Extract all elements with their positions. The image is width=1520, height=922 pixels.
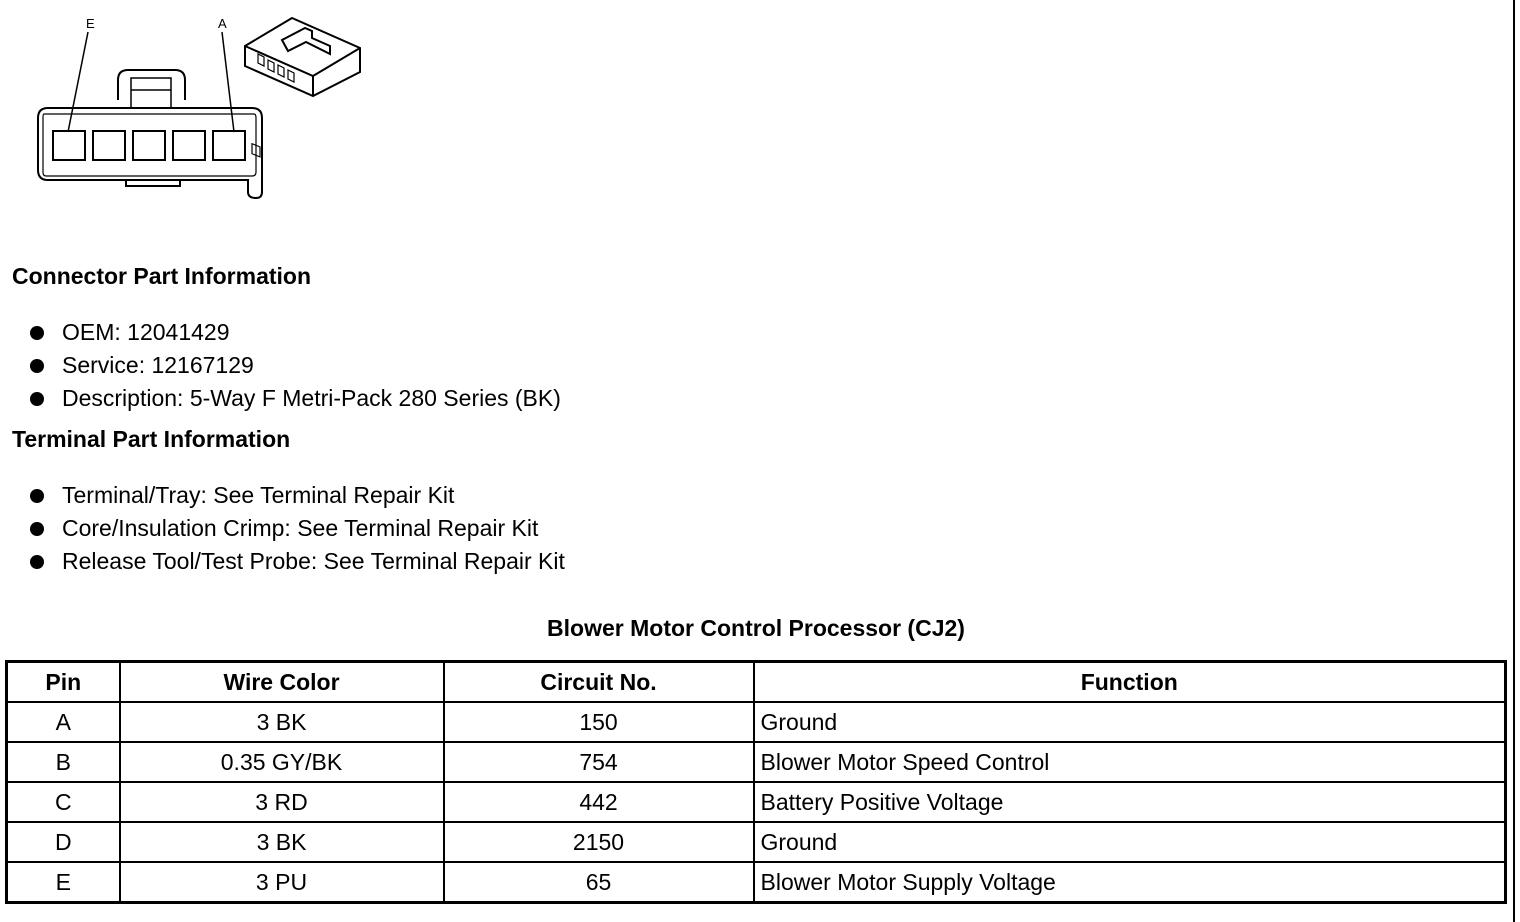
bullet-icon bbox=[30, 392, 44, 406]
cell-circuit-no: 754 bbox=[444, 742, 754, 782]
list-item: Description: 5-Way F Metri-Pack 280 Series (BK) bbox=[28, 382, 561, 415]
header-function: Function bbox=[754, 662, 1506, 703]
bullet-icon bbox=[30, 522, 44, 536]
connector-part-info-list bbox=[28, 316, 561, 415]
cell-circuit-no: 150 bbox=[444, 702, 754, 742]
page-right-border bbox=[1513, 0, 1515, 922]
cell-circuit-no: 2150 bbox=[444, 822, 754, 862]
list-item: Release Tool/Test Probe: See Terminal Repair Kit bbox=[28, 545, 565, 578]
cell-pin: C bbox=[7, 782, 120, 822]
connector-part-info-heading: Connector Part Information bbox=[12, 263, 312, 289]
list-item: Terminal/Tray: See Terminal Repair Kit bbox=[28, 479, 565, 512]
bullet-icon bbox=[30, 326, 44, 340]
pinout-table bbox=[5, 660, 1507, 904]
table-row bbox=[7, 742, 1506, 782]
header-circuit-no: Circuit No. bbox=[444, 662, 754, 703]
cell-circuit-no: 442 bbox=[444, 782, 754, 822]
cell-wire-color: 3 PU bbox=[120, 862, 444, 903]
cell-function: Battery Positive Voltage bbox=[754, 782, 1506, 822]
terminal-part-info-heading: Terminal Part Information bbox=[12, 426, 291, 452]
list-item: Core/Insulation Crimp: See Terminal Repair Kit bbox=[28, 512, 565, 545]
list-item: OEM: 12041429 bbox=[28, 316, 561, 349]
table-title: Blower Motor Control Processor (CJ2) bbox=[547, 615, 965, 641]
table-header-row bbox=[7, 662, 1506, 703]
bullet-icon bbox=[30, 359, 44, 373]
table-row bbox=[7, 702, 1506, 742]
cell-pin: E bbox=[7, 862, 120, 903]
cell-wire-color: 3 BK bbox=[120, 822, 444, 862]
pin-label-e: E bbox=[86, 16, 95, 31]
cell-function: Ground bbox=[754, 702, 1506, 742]
header-wire-color: Wire Color bbox=[120, 662, 444, 703]
header-pin: Pin bbox=[7, 662, 120, 703]
cell-wire-color: 3 RD bbox=[120, 782, 444, 822]
bullet-icon bbox=[30, 555, 44, 569]
pin-label-a: A bbox=[218, 16, 227, 31]
cell-pin: B bbox=[7, 742, 120, 782]
cell-function: Ground bbox=[754, 822, 1506, 862]
table-row bbox=[7, 782, 1506, 822]
terminal-part-info-list bbox=[28, 479, 565, 578]
cell-wire-color: 3 BK bbox=[120, 702, 444, 742]
cell-circuit-no: 65 bbox=[444, 862, 754, 903]
bullet-icon bbox=[30, 489, 44, 503]
cell-function: Blower Motor Supply Voltage bbox=[754, 862, 1506, 903]
cell-pin: D bbox=[7, 822, 120, 862]
list-item: Service: 12167129 bbox=[28, 349, 561, 382]
cell-wire-color: 0.35 GY/BK bbox=[120, 742, 444, 782]
table-row bbox=[7, 862, 1506, 903]
connector-diagram bbox=[30, 10, 370, 210]
cell-function: Blower Motor Speed Control bbox=[754, 742, 1506, 782]
table-row bbox=[7, 822, 1506, 862]
cell-pin: A bbox=[7, 702, 120, 742]
